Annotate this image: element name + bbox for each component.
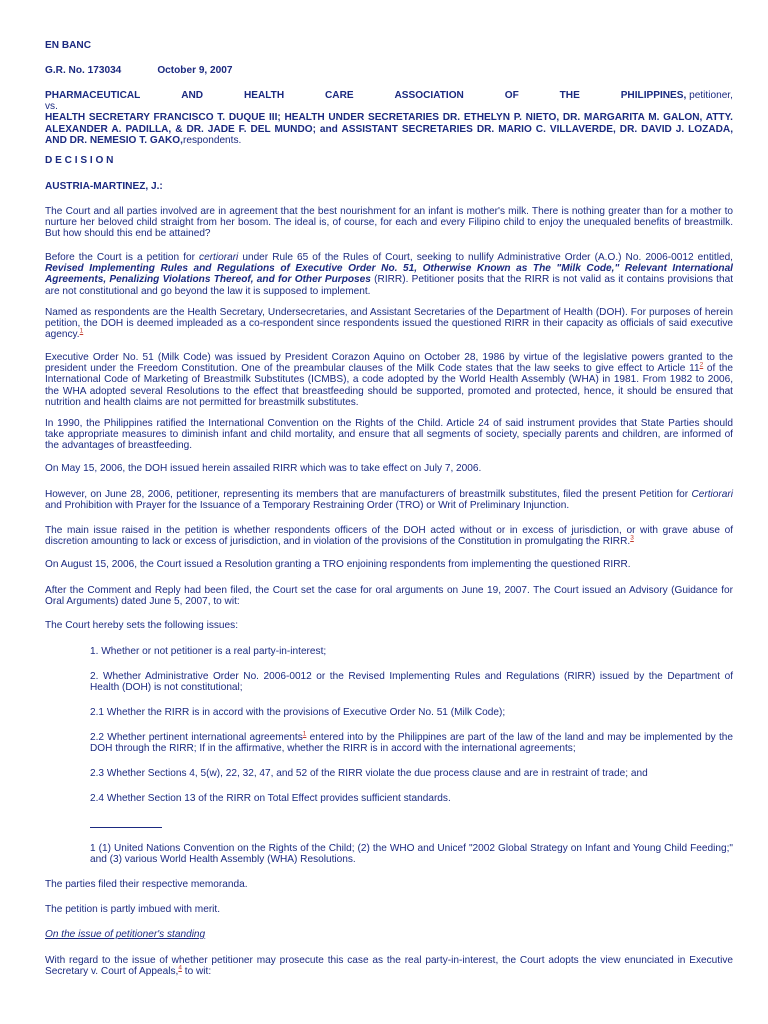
petitioner-line: PHARMACEUTICAL AND HEALTH CARE ASSOCIATION OF THE PHILIPPINES, petitioner, <box>45 90 733 101</box>
issue-2-4: 2.4 Whether Section 13 of the RIRR on Total Effect provides sufficient standards. <box>90 793 451 804</box>
issue-2-3: 2.3 Whether Sections 4, 5(w), 22, 32, 47, and 52 of the RIRR violate the due process clause and are in restraint of trade; and <box>90 768 648 779</box>
paragraph-4: Executive Order No. 51 (Milk Code) was issued by President Corazon Aquino on October 28, 1986 by virtue of the legislative powers granted to the president under the Freedom Constitution. One of the preambular clauses of the Milk Code states that the law seeks to give effect to Article $11^2$ of the International Code of Marketing of Breastmilk Substitutes (ICMBS), a code adopted by the World Health Assembly (WHA) in 1981. From 1982 to 2006, the WHA adopted several Resolutions to the effect that breastfeeding should be supported, promoted and protected, hence, it should be ensured that nutrition and health claims are not permitted for breastmilk substitutes. <box>45 352 733 408</box>
paragraph-7: However, on June 28, 2006, petitioner, representing its members that are manufacturers of breastmilk substitutes, filed the present Petition for Certiorari and Prohibition with Prayer for the Issuance of a Temporary Restraining Order (TRO) or Writ of Preliminary Injunction. <box>45 489 733 512</box>
paragraph-13: The petition is partly imbued with merit. <box>45 904 221 915</box>
case-number-line <box>45 65 733 76</box>
paragraph-5: In 1990, the Philippines ratified the International Convention on the Rights of the Child. Article 24 of said instrument provides that State Parties should take appropriate measures to diminish infant and child mortality, and ensure that all segments of society, specially parents and children, are informed of the advantages of breastfeeding. <box>45 418 733 452</box>
paragraph-1: The Court and all parties involved are in agreement that the best nourishment for an infant is mother's milk. There is nothing greater than for a mother to nurture her beloved child straight from her bosom. The ideal is, of course, for each and every Filipino child to enjoy the unequaled benefits of breastmilk. But how should this end be attained? <box>45 206 733 240</box>
footnote-ref-1[interactable]: 1 <box>79 328 84 336</box>
case-number: G.R. No. 173034 <box>45 65 122 76</box>
issue-2: 2. Whether Administrative Order No. 2006-0012 or the Revised Implementing Rules and Regulations (RIRR) issued by the Department of Health (DOH) is not constitutional; <box>90 671 733 694</box>
paragraph-6: On May 15, 2006, the DOH issued herein assailed RIRR which was to take effect on July 7, 2006. <box>45 463 482 474</box>
decision-heading: D E C I S I O N <box>45 155 114 166</box>
paragraph-2: Before the Court is a petition for certiorari under Rule 65 of the Rules of Court, seeking to nullify Administrative Order (A.O.) No. 2006-0012 entitled, Revised Implementing Rules and Regulations of Executive Order No. 51, Otherwise Known as The "Milk Code," Relevant International Agreements, Penalizing Violations Thereof, and for Other Purposes (RIRR). Petitioner posits that the RIRR is not valid as it contains provisions that are not constitutional and go beyond the law it is supposed to implement. <box>45 252 734 297</box>
section-subheading: On the issue of petitioner's standing <box>45 929 206 940</box>
footnote-divider <box>90 827 162 828</box>
issue-2-1: 2.1 Whether the RIRR is in accord with the provisions of Executive Order No. 51 (Milk Code); <box>90 707 506 718</box>
paragraph-3: Named as respondents are the Health Secretary, Undersecretaries, and Assistant Secretaries of the Department of Health (DOH). For purposes of herein petition, the DOH is deemed impleaded as a co-respondent since respondents issued the questioned RIRR in their capacity as officials of said executive agency.$^1$ <box>45 307 733 341</box>
paragraph-9: On August 15, 2006, the Court issued a Resolution granting a TRO enjoining respondents from implementing the questioned RIRR. <box>45 559 631 570</box>
paragraph-12: The parties filed their respective memoranda. <box>45 879 248 890</box>
issue-2-2: 2.2 Whether pertinent international agreements$^1$ entered into by the Philippines are part of the law of the land and may be implemented by the DOH through the RIRR; If in the affirmative, whether the RIRR is in accord with the international agreements; <box>90 730 733 755</box>
ponente: AUSTRIA-MARTINEZ, J.: <box>45 181 163 192</box>
paragraph-10: After the Comment and Reply had been filed, the Court set the case for oral arguments on June 19, 2007. The Court issued an Advisory (Guidance for Oral Arguments) dated June 5, 2007, to wit: <box>45 585 733 608</box>
caption <box>45 90 733 146</box>
paragraph-14: With regard to the issue of whether petitioner may prosecute this case as the real party-in-interest, the Court adopts the view enunciated in Executive Secretary v. Court of Appeals,$^4$ to wit: <box>45 955 733 978</box>
paragraph-11: The Court hereby sets the following issues: <box>45 620 238 631</box>
versus: vs. <box>45 101 58 113</box>
respondents-list: HEALTH SECRETARY FRANCISCO T. DUQUE III; HEALTH UNDER SECRETARIES DR. ETHELYN P. NIETO, DR. MARGARITA M. GALON, ATTY. ALEXANDER A. PADILLA, & DR. JADE F. DEL MUNDO; and ASSISTANT SECRETARIES DR. MARIO C. VILLAVERDE, DR. DAVID J. LOZADA, AND DR. NEMESIO T. GAKO,respondents. <box>45 112 733 146</box>
court-division: EN BANC <box>45 40 91 51</box>
paragraph-8: The main issue raised in the petition is whether respondents officers of the DOH acted without or in excess of jurisdiction, or with grave abuse of discretion amounting to lack or excess of jurisdiction, and in violation of the provisions of the Constitution in promulgating the RIRR.$^3$ <box>45 525 733 548</box>
issue-1: 1. Whether or not petitioner is a real party-in-interest; <box>90 646 327 657</box>
footnote-1: 1 (1) United Nations Convention on the Rights of the Child; (2) the WHO and Unicef "2002 Global Strategy on Infant and Young Child Feeding;" and (3) various World Health Assembly (WHA) Resolutions. <box>90 843 733 866</box>
footnote-ref-2[interactable]: 2 <box>699 361 704 369</box>
footnote-ref-3[interactable]: 3 <box>630 534 634 542</box>
case-date: October 9, 2007 <box>157 65 233 76</box>
footnote-ref-4[interactable]: 4 <box>178 964 182 972</box>
footnote-ref-issue[interactable]: 1 <box>302 730 307 738</box>
